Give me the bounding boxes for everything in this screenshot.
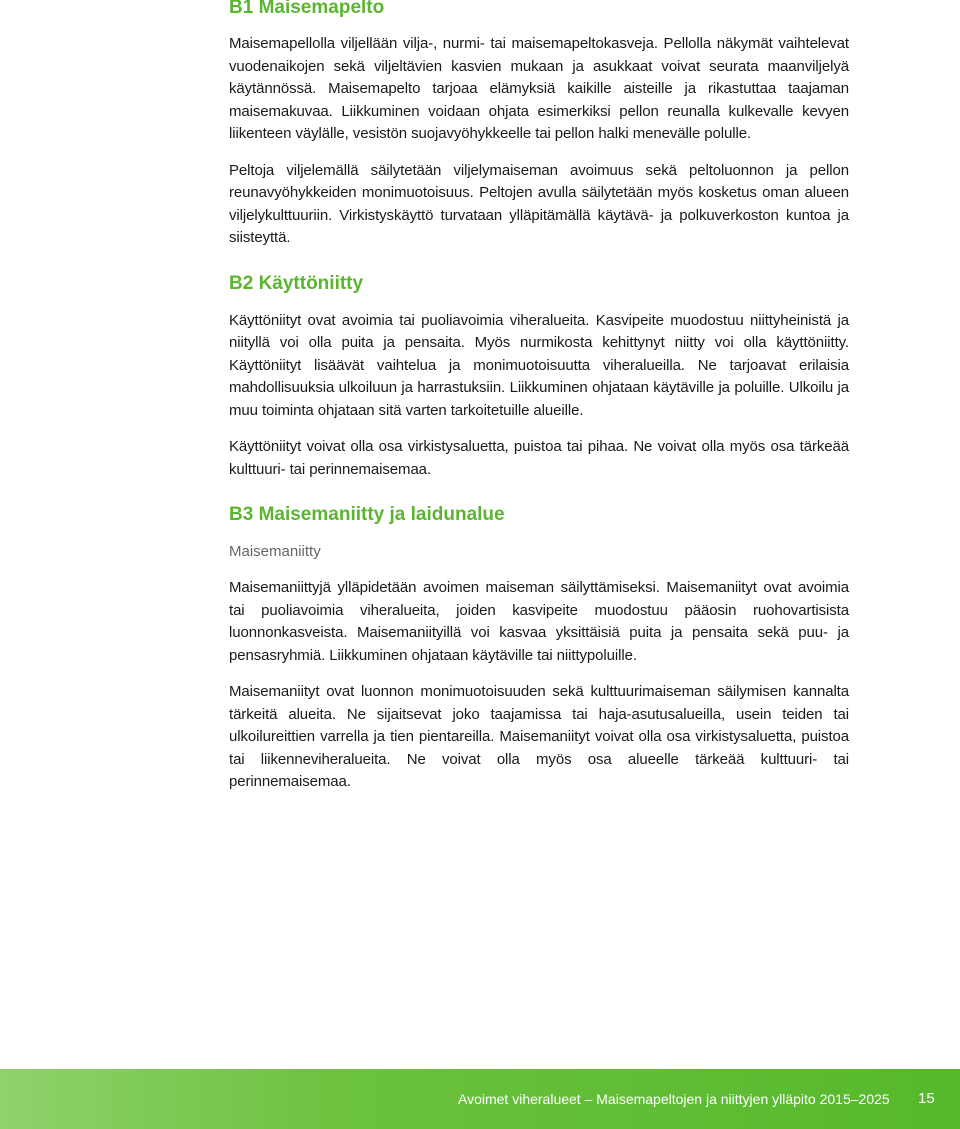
footer-title: Avoimet viheralueet – Maisemapeltojen ja niittyjen ylläpito 2015–2025 [458,1091,890,1107]
section-heading-b3: B3 Maisemaniitty ja laidunalue [229,504,505,525]
paragraph: Käyttöniityt voivat olla osa virkistysaluetta, puistoa tai pihaa. Ne voivat olla myös osa tärkeää kulttuuri- tai perinnemaisemaa. [229,438,849,478]
page-number: 15 [918,1090,935,1107]
sub-heading-maisemaniitty: Maisemaniitty [229,543,321,560]
section-heading-b2: B2 Käyttöniitty [229,272,364,294]
footer-band [0,1069,960,1129]
paragraph: Maisemapellolla viljellään vilja-, nurmi- tai maisemapeltokasveja. Pellolla näkymät vaihtelevat vuodenaikojen sekä viljeltävien kasvien mukaan ja asukkaat voivat seurata maanviljelyä käytännössä. Maisemapelto tarjoaa elämyksiä kaikille aisteille ja rikastuttaa taajaman maisemakuvaa. Liikkuminen voidaan ohjata esimerkiksi pellon reunalla kulkevalle kevyen liikenteen väylälle, vesistön suojavyöhykkeelle tai pellon halki menevälle polulle. [229,35,849,142]
paragraph: Maisemaniittyjä ylläpidetään avoimen maiseman säilyttämiseksi. Maisemaniityt ovat avoimia tai puoliavoimia viheralueita, joiden kasvipeite muodostuu pääosin ruohovartisista luonnonkasveista. Maisemaniityillä voi kasvaa yksittäisiä puita ja pensaita sekä puu- ja pensasryhmiä. Liikkuminen ohjataan käytäville tai niittypoluille. [229,579,849,664]
paragraph: Maisemaniityt ovat luonnon monimuotoisuuden sekä kulttuurimaiseman säilymisen kannalta tärkeitä alueita. Ne sijaitsevat joko taajamissa tai haja-asutusalueilla, usein teiden tai ulkoilureittien varrella ja tien pientareilla. Maisemaniityt voivat olla osa virkistysaluetta, puistoa tai liikenneviheralueita. Ne voivat olla myös osa alueelle tärkeää kulttuuri- tai perinnemaisemaa. [229,683,849,790]
paragraph: Peltoja viljelemällä säilytetään viljelymaiseman avoimuus sekä peltoluonnon ja pellon reunavyöhykkeiden monimuotoisuus. Peltojen avulla säilytetään myös kosketus oman alueen viljelykulttuuriin. Virkistyskäyttö turvataan ylläpitämällä käytävä- ja polkuverkoston kuntoa ja siisteyttä. [229,161,849,246]
document-body [229,0,849,808]
section-heading-b1: B1 Maisemapelto [229,0,385,18]
paragraph: Käyttöniityt ovat avoimia tai puoliavoimia viheralueita. Kasvipeite muodostuu niittyheinistä ja niityllä voi olla puita ja pensaita. Myös nurmikosta kehittynyt niitty voi olla käyttöniitty. Käyttöniityt lisäävät vaihtelua ja monimuotoisuutta viheralueilla. Ne tarjoavat erilaisia mahdollisuuksia ulkoiluun ja harrastuksiin. Liikkuminen ohjataan käytäville ja poluille. Ulkoilu ja muu toiminta ohjataan sitä varten tarkoitetuille alueille. [229,311,849,419]
